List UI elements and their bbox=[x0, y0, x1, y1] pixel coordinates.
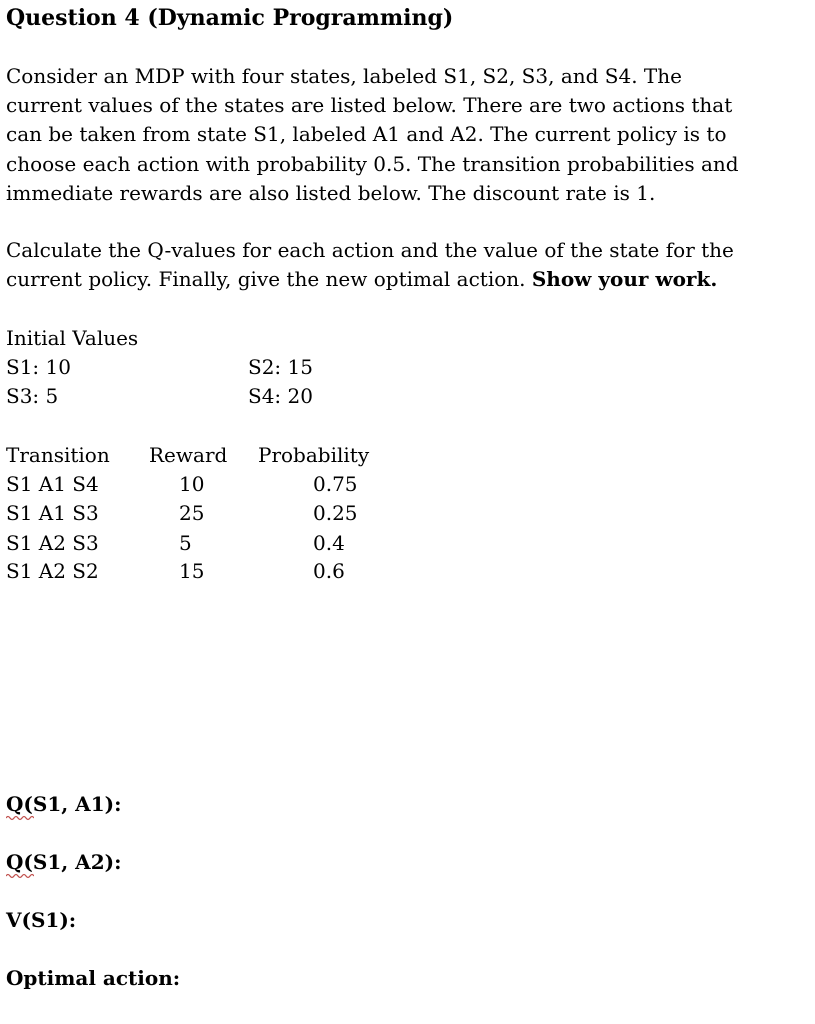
spellcheck-squiggle-icon bbox=[6, 873, 34, 879]
row-reward: 10 bbox=[179, 472, 205, 496]
q-s1-a1-label-wrap bbox=[6, 790, 121, 819]
show-work-emphasis: Show your work. bbox=[531, 267, 718, 292]
instruction-line bbox=[6, 265, 806, 294]
row-reward: 15 bbox=[179, 559, 205, 583]
description-line: immediate rewards are also listed below. The discount rate is 1. bbox=[6, 180, 656, 205]
answer-q-s1-a2 bbox=[6, 848, 121, 877]
q-s1-a1-label: Q(S1, A1): bbox=[6, 792, 122, 816]
spellcheck-squiggle-icon bbox=[6, 815, 34, 821]
q-s1-a2-label: Q(S1, A2): bbox=[6, 850, 122, 874]
row-reward: 25 bbox=[179, 501, 205, 525]
task-instructions bbox=[6, 236, 806, 294]
instruction-text: current policy. Finally, give the new optimal action. bbox=[6, 267, 532, 292]
row-probability: 0.75 bbox=[313, 472, 358, 496]
row-probability: 0.6 bbox=[313, 559, 345, 583]
header-reward: Reward bbox=[149, 443, 228, 467]
initial-value-s4: S4: 20 bbox=[248, 384, 313, 408]
description-line: Consider an MDP with four states, labeled S1, S2, S3, and S4. The bbox=[6, 64, 682, 88]
answer-q-s1-a1 bbox=[6, 790, 121, 819]
description-line: choose each action with probability 0.5. The transition probabilities and bbox=[6, 151, 739, 176]
q-s1-a2-label-wrap bbox=[6, 848, 121, 877]
initial-value-s1: S1: 10 bbox=[6, 355, 71, 379]
initial-value-s3: S3: 5 bbox=[6, 384, 59, 408]
description-line: current values of the states are listed below. There are two actions that bbox=[6, 93, 733, 118]
header-transition: Transition bbox=[6, 443, 110, 467]
row-probability: 0.25 bbox=[313, 501, 358, 525]
row-transition: S1 A2 S3 bbox=[6, 531, 99, 555]
answer-optimal-action: Optimal action: bbox=[6, 966, 181, 990]
answer-v-s1: V(S1): bbox=[6, 908, 77, 932]
row-transition: S1 A1 S4 bbox=[6, 472, 99, 496]
description-line: can be taken from state S1, labeled A1 and A2. The current policy is to bbox=[6, 122, 727, 147]
row-transition: S1 A2 S2 bbox=[6, 559, 99, 583]
question-title: Question 4 (Dynamic Programming) bbox=[6, 5, 454, 31]
row-transition: S1 A1 S3 bbox=[6, 501, 99, 525]
header-probability: Probability bbox=[258, 443, 370, 467]
instruction-line: Calculate the Q-values for each action and the value of the state for the bbox=[6, 238, 734, 262]
problem-description bbox=[6, 62, 806, 208]
row-reward: 5 bbox=[179, 531, 192, 555]
initial-value-s2: S2: 15 bbox=[248, 355, 313, 379]
row-probability: 0.4 bbox=[313, 531, 345, 555]
initial-values-heading: Initial Values bbox=[6, 326, 139, 350]
